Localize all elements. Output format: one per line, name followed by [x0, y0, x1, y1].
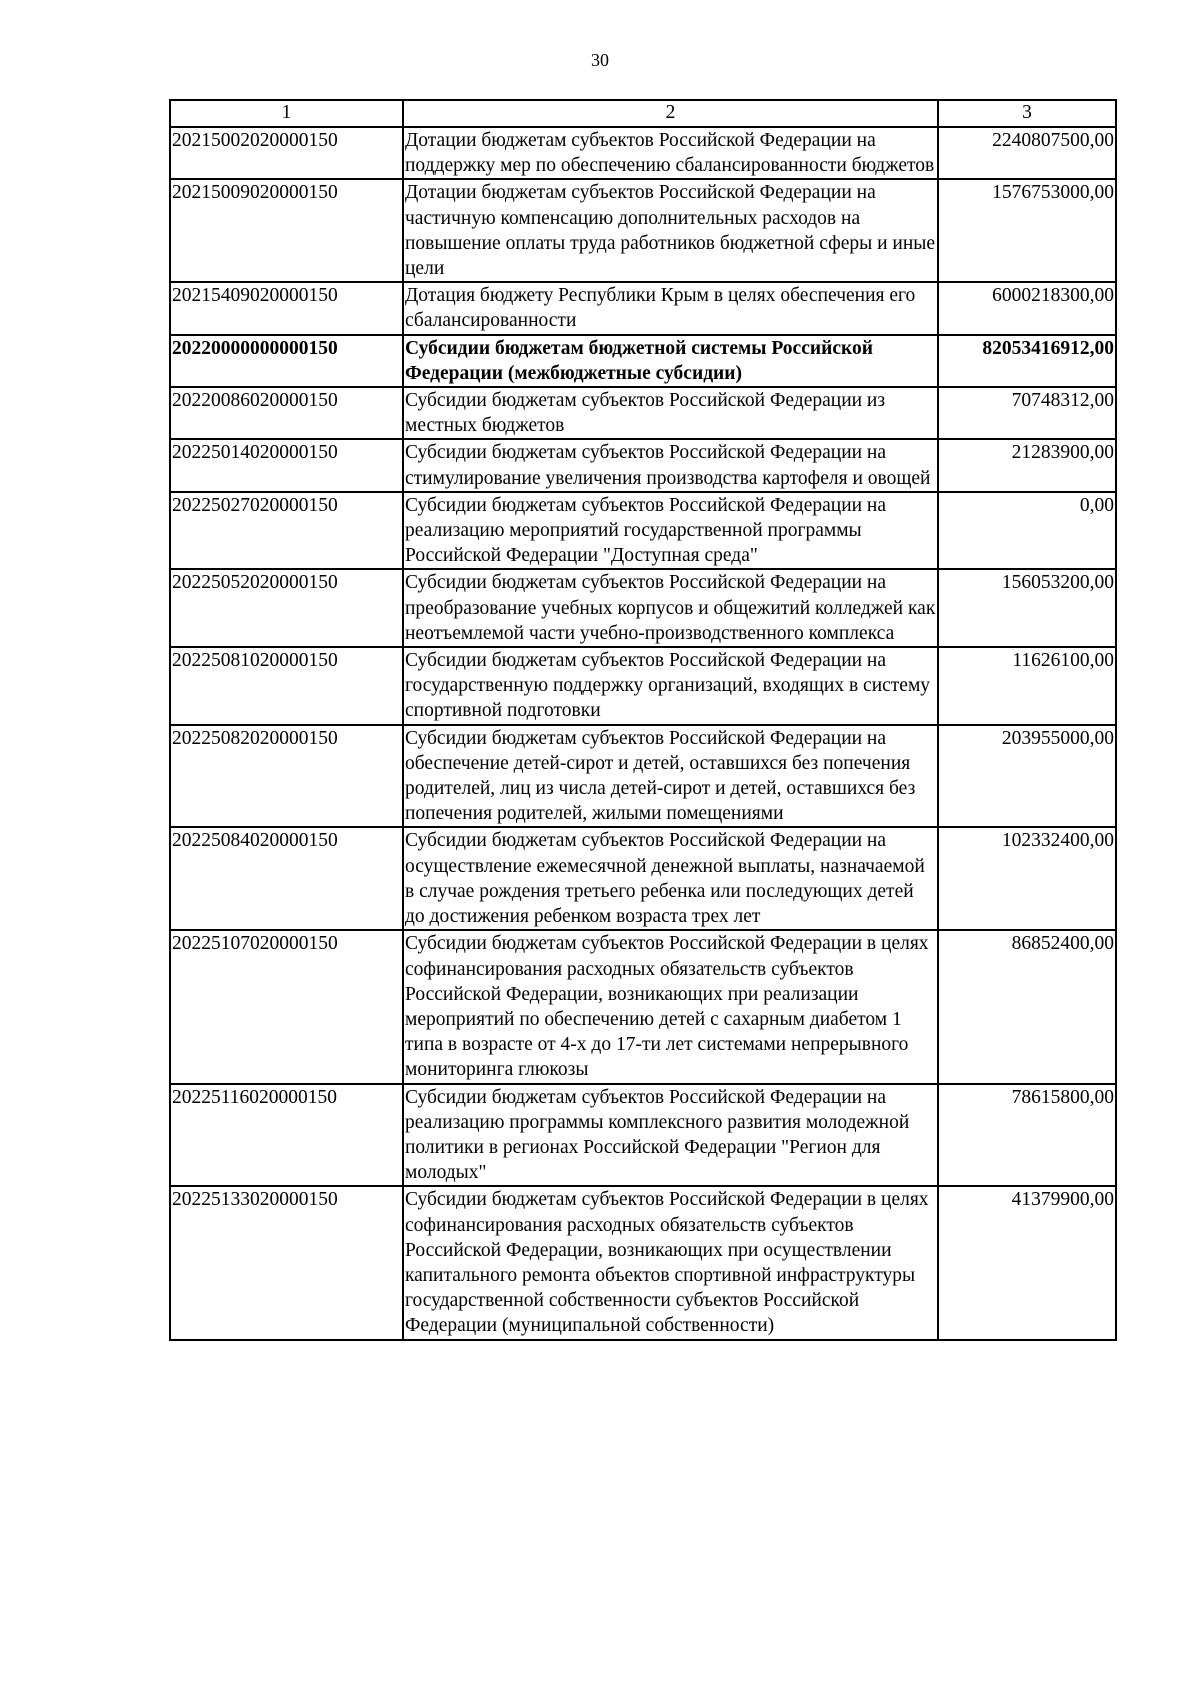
cell-name: Субсидии бюджетам бюджетной системы Российской Федерации (межбюджетные субсидии) [403, 335, 938, 387]
table-row [170, 439, 1116, 491]
cell-code: 20225027020000150 [170, 492, 403, 570]
cell-code: 20225133020000150 [170, 1186, 403, 1339]
cell-name: Субсидии бюджетам субъектов Российской Федерации на реализацию программы комплексного развития молодежной политики в регионах Российской Федерации "Регион для молодых" [403, 1084, 938, 1187]
column-header-code: 1 [170, 100, 403, 127]
cell-name: Субсидии бюджетам субъектов Российской Федерации на стимулирование увеличения производства картофеля и овощей [403, 439, 938, 491]
cell-amount: 156053200,00 [938, 569, 1116, 647]
cell-name: Субсидии бюджетам субъектов Российской Федерации на реализацию мероприятий государственной программы Российской Федерации "Доступная среда" [403, 492, 938, 570]
column-header-name: 2 [403, 100, 938, 127]
cell-amount: 102332400,00 [938, 827, 1116, 930]
cell-code: 20225082020000150 [170, 725, 403, 828]
table-row [170, 179, 1116, 282]
cell-amount: 70748312,00 [938, 387, 1116, 439]
table-row [170, 127, 1116, 179]
table-row [170, 827, 1116, 930]
cell-code: 20225081020000150 [170, 647, 403, 725]
cell-amount: 86852400,00 [938, 930, 1116, 1083]
cell-code: 20220000000000150 [170, 335, 403, 387]
cell-amount: 6000218300,00 [938, 282, 1116, 334]
column-header-amount: 3 [938, 100, 1116, 127]
cell-name: Дотации бюджетам субъектов Российской Федерации на частичную компенсацию дополнительных расходов на повышение оплаты труда работников бюджетной сферы и иные цели [403, 179, 938, 282]
cell-amount: 11626100,00 [938, 647, 1116, 725]
cell-code: 20225116020000150 [170, 1084, 403, 1187]
header-row [170, 100, 1116, 127]
table-row [170, 1186, 1116, 1339]
table-header [170, 100, 1116, 127]
cell-name: Субсидии бюджетам субъектов Российской Федерации на обеспечение детей-сирот и детей, оставшихся без попечения родителей, лиц из числа детей-сирот и детей, оставшихся без попечения родителей, жилыми помещениями [403, 725, 938, 828]
table-row [170, 282, 1116, 334]
cell-name: Субсидии бюджетам субъектов Российской Федерации на осуществление ежемесячной денежной выплаты, назначаемой в случае рождения третьего ребенка или последующих детей до достижения ребенком возраста трех лет [403, 827, 938, 930]
cell-amount: 1576753000,00 [938, 179, 1116, 282]
table-row [170, 335, 1116, 387]
cell-amount: 78615800,00 [938, 1084, 1116, 1187]
table-row [170, 569, 1116, 647]
cell-amount: 203955000,00 [938, 725, 1116, 828]
cell-code: 20220086020000150 [170, 387, 403, 439]
cell-amount: 82053416912,00 [938, 335, 1116, 387]
cell-code: 20225107020000150 [170, 930, 403, 1083]
cell-name: Дотации бюджетам субъектов Российской Федерации на поддержку мер по обеспечению сбалансированности бюджетов [403, 127, 938, 179]
table-body [170, 127, 1116, 1340]
table-row [170, 647, 1116, 725]
budget-table [169, 99, 1117, 1341]
table-row [170, 930, 1116, 1083]
cell-code: 20225052020000150 [170, 569, 403, 647]
cell-amount: 2240807500,00 [938, 127, 1116, 179]
table-row [170, 725, 1116, 828]
cell-name: Субсидии бюджетам субъектов Российской Федерации из местных бюджетов [403, 387, 938, 439]
cell-code: 20215409020000150 [170, 282, 403, 334]
cell-code: 20225014020000150 [170, 439, 403, 491]
cell-code: 20225084020000150 [170, 827, 403, 930]
table-row [170, 492, 1116, 570]
cell-amount: 21283900,00 [938, 439, 1116, 491]
cell-name: Субсидии бюджетам субъектов Российской Федерации на преобразование учебных корпусов и общежитий колледжей как неотъемлемой части учебно-производственного комплекса [403, 569, 938, 647]
cell-name: Дотация бюджету Республики Крым в целях обеспечения его сбалансированности [403, 282, 938, 334]
page-number: 30 [591, 50, 609, 70]
cell-name: Субсидии бюджетам субъектов Российской Федерации в целях софинансирования расходных обязательств субъектов Российской Федерации, возникающих при реализации мероприятий по обеспечению детей с сахарным диабетом 1 типа в возрасте от 4-х до 17-ти лет системами непрерывного мониторинга глюкозы [403, 930, 938, 1083]
cell-code: 20215002020000150 [170, 127, 403, 179]
cell-amount: 0,00 [938, 492, 1116, 570]
cell-code: 20215009020000150 [170, 179, 403, 282]
table-row [170, 387, 1116, 439]
cell-name: Субсидии бюджетам субъектов Российской Федерации на государственную поддержку организаций, входящих в систему спортивной подготовки [403, 647, 938, 725]
cell-name: Субсидии бюджетам субъектов Российской Федерации в целях софинансирования расходных обязательств субъектов Российской Федерации, возникающих при осуществлении капитального ремонта объектов спортивной инфраструктуры государственной собственности субъектов Российской Федерации (муниципальной собственности) [403, 1186, 938, 1339]
table-row [170, 1084, 1116, 1187]
cell-amount: 41379900,00 [938, 1186, 1116, 1339]
